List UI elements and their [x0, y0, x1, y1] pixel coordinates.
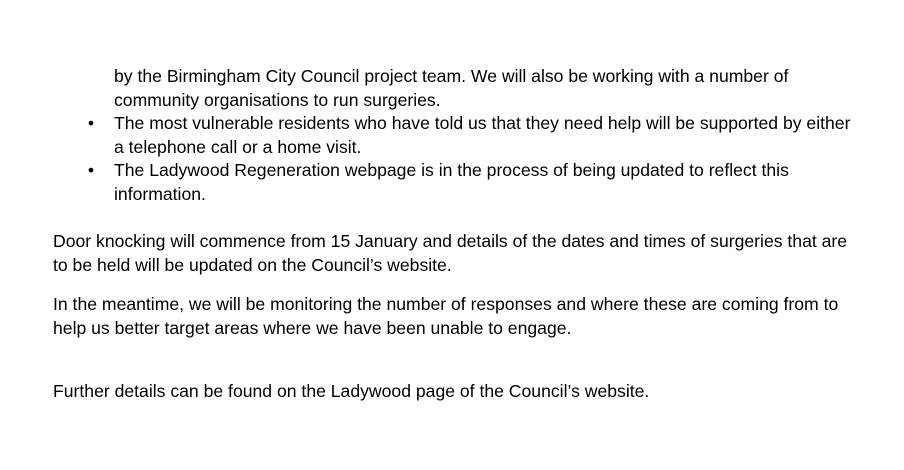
- bullet-marker: •: [87, 113, 95, 133]
- bullet-text-vulnerable-residents: The most vulnerable residents who have told us that they need help will be supported by either a telephone call or a home visit.: [114, 113, 851, 157]
- bullet-text-webpage-update: The Ladywood Regeneration webpage is in the process of being updated to reflect this information.: [114, 160, 789, 204]
- bullet-item-continued: [53, 65, 853, 112]
- bullet-item-vulnerable-residents: [53, 112, 853, 159]
- paragraph-door-knocking: Door knocking will commence from 15 January and details of the dates and times of surgeries that are to be held will be updated on the Council’s website.: [53, 231, 848, 275]
- paragraph-further-details: Further details can be found on the Ladywood page of the Council’s website.: [53, 381, 650, 401]
- paragraph-monitoring: In the meantime, we will be monitoring the number of responses and where these are coming from to help us better target areas where we have been unable to engage.: [53, 294, 839, 338]
- bullet-marker: •: [87, 160, 95, 180]
- bullet-item-webpage-update: [53, 159, 853, 206]
- bullet-list: [53, 65, 853, 206]
- bullet-text-project-team: by the Birmingham City Council project team. We will also be working with a number of community organisations to run surgeries.: [114, 66, 789, 110]
